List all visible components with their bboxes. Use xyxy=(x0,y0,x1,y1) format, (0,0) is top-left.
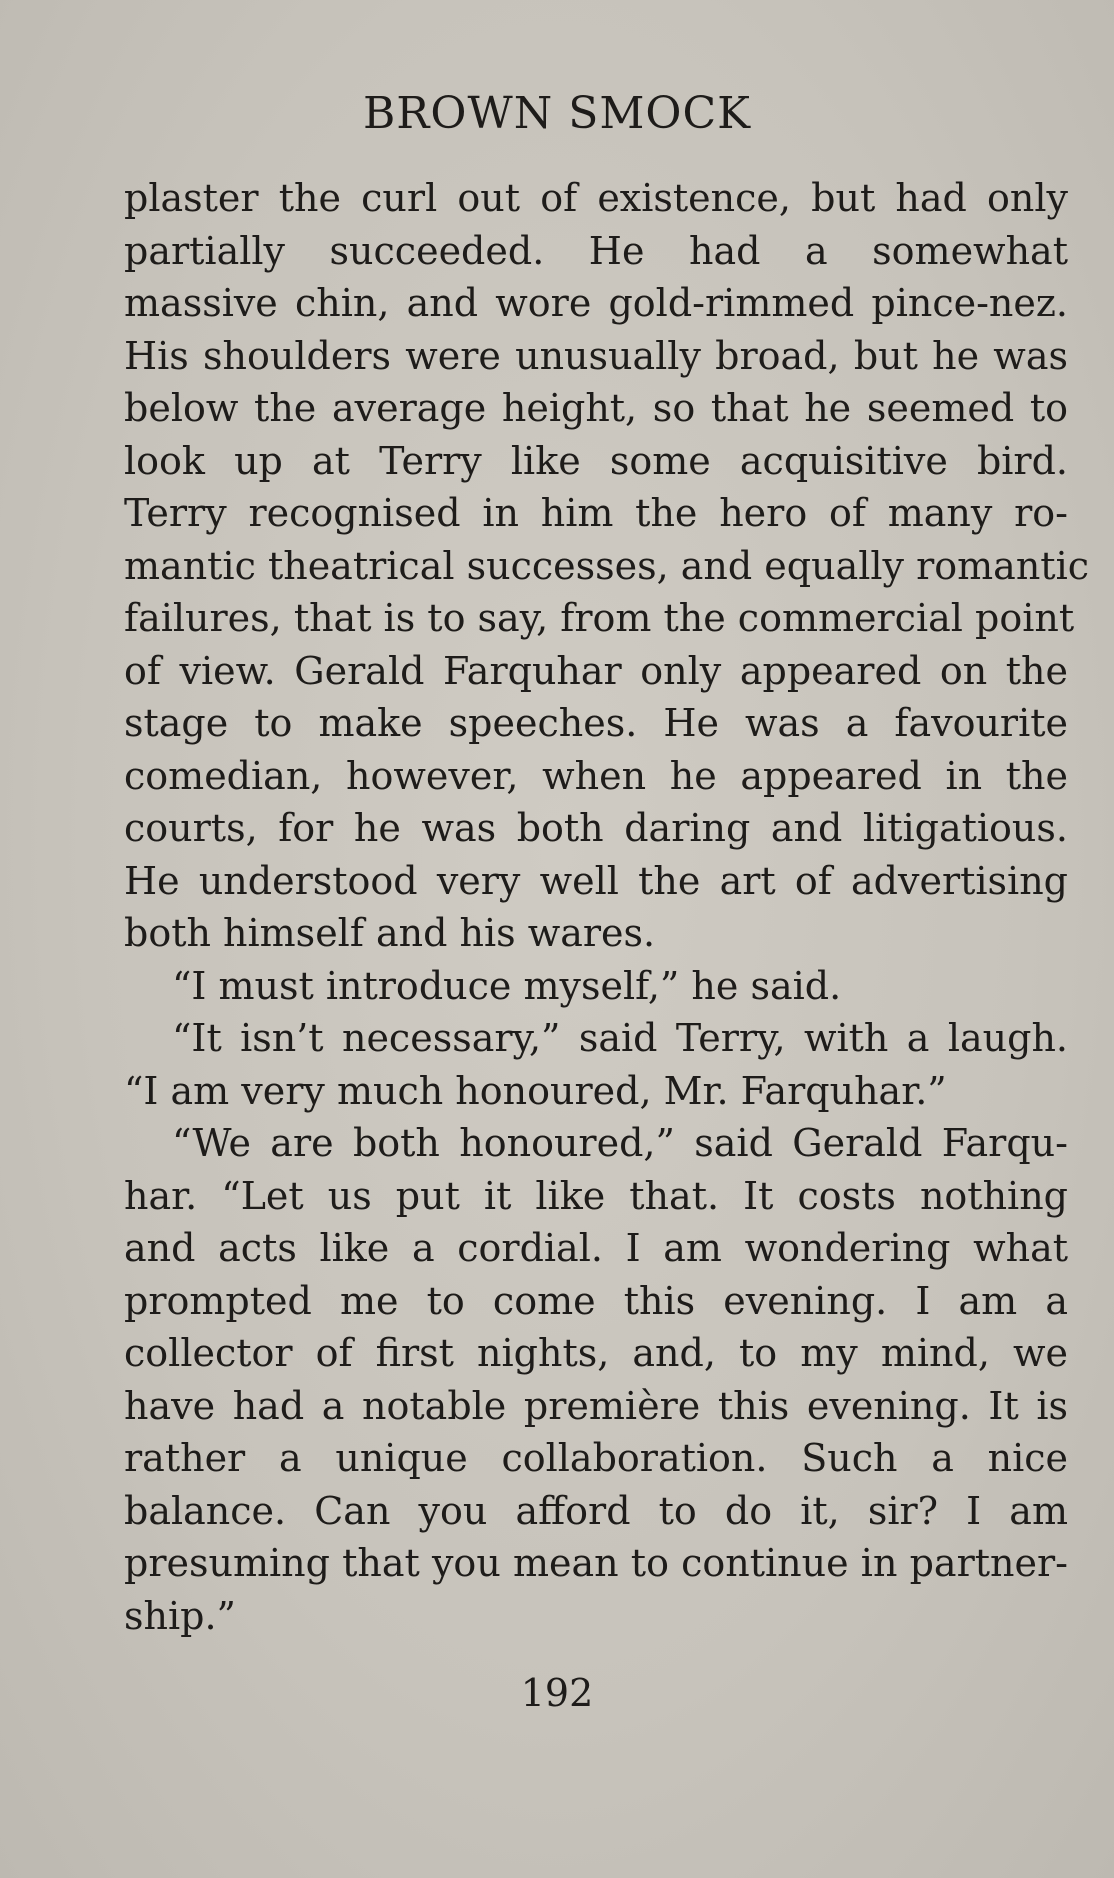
text-line: prompted me to come this evening. I am a xyxy=(124,1278,1068,1323)
text-line: courts, for he was both daring and litigatious. xyxy=(124,806,1068,850)
text-line: har. “Let us put it like that. It costs nothing xyxy=(124,1173,1068,1218)
page-number: 192 xyxy=(520,1671,594,1715)
text-line: have had a notable première this evening. It is xyxy=(124,1383,1068,1428)
text-line: Terry recognised in him the hero of many ro- xyxy=(124,491,1068,535)
text-line: partially succeeded. He had a somewhat xyxy=(124,228,1068,273)
text-line: comedian, however, when he appeared in the xyxy=(124,753,1068,798)
text-line: failures, that is to say, from the commercial point xyxy=(124,596,1075,640)
text-line: rather a unique collaboration. Such a nice xyxy=(124,1436,1068,1480)
text-line: “It isn’t necessary,” said Terry, with a laugh. xyxy=(172,1016,1068,1060)
text-line: “We are both honoured,” said Gerald Farqu- xyxy=(172,1121,1068,1165)
text-line: both himself and his wares. xyxy=(124,911,656,955)
text-line: of view. Gerald Farquhar only appeared on the xyxy=(124,648,1068,693)
text-line: presuming that you mean to continue in partner- xyxy=(124,1541,1068,1585)
text-line: His shoulders were unusually broad, but he was xyxy=(124,333,1068,378)
text-line: “I am very much honoured, Mr. Farquhar.” xyxy=(124,1068,947,1113)
text-line: and acts like a cordial. I am wondering what xyxy=(124,1226,1068,1270)
body-text xyxy=(124,172,1090,1642)
text-line: collector of first nights, and, to my mind, we xyxy=(124,1331,1068,1375)
text-line: mantic theatrical successes, and equally romantic xyxy=(124,543,1090,588)
text-line: balance. Can you afford to do it, sir? I am xyxy=(124,1488,1068,1533)
text-line: “I must introduce myself,” he said. xyxy=(172,963,842,1008)
text-line: stage to make speeches. He was a favourite xyxy=(124,701,1068,745)
running-head: BROWN SMOCK xyxy=(362,88,752,139)
text-line: below the average height, so that he seemed to xyxy=(124,386,1068,430)
text-line: look up at Terry like some acquisitive bird. xyxy=(124,438,1068,483)
text-line: ship.” xyxy=(124,1593,236,1638)
text-line: He understood very well the art of advertising xyxy=(124,858,1068,903)
text-line: plaster the curl out of existence, but had only xyxy=(124,176,1068,220)
text-line: massive chin, and wore gold-rimmed pince-nez. xyxy=(124,281,1068,325)
